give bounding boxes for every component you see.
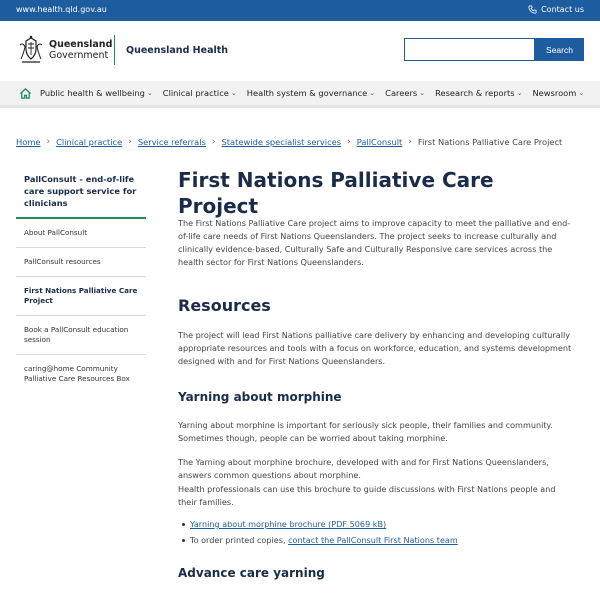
nav-label: Research & reports (435, 88, 515, 98)
chevron-down-icon: ⌄ (516, 89, 523, 97)
breadcrumb (16, 137, 562, 147)
order-copies-text: To order printed copies, (190, 535, 289, 545)
nav-item-health-system[interactable] (247, 88, 375, 98)
breadcrumb-home[interactable]: Home (16, 137, 41, 147)
gov-line2: Government (49, 50, 109, 61)
yarning-paragraph-1: Yarning about morphine is important for seriously sick people, their families and community. Sometimes though, people can be worried about taking morphine. (178, 420, 553, 443)
sidebar-item-about[interactable]: About PallConsult (16, 219, 146, 248)
list-item (178, 518, 573, 531)
nav-item-clinical-practice[interactable] (163, 88, 237, 98)
page-title: First Nations Palliative Care Project (178, 168, 494, 218)
breadcrumb-separator-icon: › (408, 137, 412, 147)
breadcrumb-clinical-practice[interactable]: Clinical practice (56, 137, 123, 147)
nav-label: Careers (385, 88, 418, 98)
chevron-down-icon: ⌄ (146, 89, 153, 97)
top-bar (0, 0, 600, 21)
sidebar-item-resources[interactable]: PallConsult resources (16, 248, 146, 277)
contact-us-link[interactable] (528, 5, 584, 14)
sidebar-item-caring-at-home[interactable]: caring@home Community Palliative Care Resources Box (24, 364, 130, 383)
nav-item-research[interactable] (435, 88, 522, 98)
breadcrumb-separator-icon: › (128, 137, 132, 147)
sidebar-item-first-nations[interactable]: First Nations Palliative Care Project (16, 277, 146, 316)
morphine-brochure-link[interactable]: Yarning about morphine brochure (PDF 5069 kB) (190, 519, 387, 529)
breadcrumb-current: First Nations Palliative Care Project (417, 137, 563, 147)
breadcrumb-statewide-specialist[interactable]: Statewide specialist services (221, 137, 342, 147)
nav-label: Health system & governance (246, 88, 368, 98)
breadcrumb-separator-icon: › (46, 137, 51, 147)
intro-paragraph: The First Nations Palliative Care project aims to improve capacity to meet the palliative and end-of-life care needs of First Nations Queenslanders. The project seeks to increase culturally and clinically evidence-based, Culturally Safe and Culturally Responsive care services across the health sector for First Nations Queenslanders. (178, 218, 571, 267)
nav-item-newsroom[interactable] (532, 88, 584, 98)
contact-us-label: Contact us (541, 5, 584, 14)
list-item (178, 534, 573, 547)
queensland-health-brand[interactable]: Queensland Health (126, 45, 229, 56)
chevron-down-icon: ⌄ (578, 89, 585, 97)
nav-label: Public health & wellbeing (40, 88, 145, 98)
chevron-down-icon: ⌄ (230, 89, 237, 97)
yarning-paragraph-2: The Yarning about morphine brochure, developed with and for First Nations Queenslanders, answers common questions about morphine. (178, 457, 549, 480)
sidebar-nav (16, 167, 146, 393)
sidebar-item-education-session[interactable]: Book a PallConsult education session (16, 316, 146, 355)
breadcrumb-pallconsult[interactable]: PallConsult (356, 137, 403, 147)
nav-label: Clinical practice (162, 88, 229, 98)
resource-list (178, 518, 573, 547)
search-input[interactable] (404, 38, 535, 61)
site-header (0, 21, 600, 81)
queensland-crest-logo[interactable] (16, 35, 46, 65)
contact-first-nations-team-link[interactable]: contact the PallConsult First Nations team (288, 535, 458, 545)
breadcrumb-service-referrals[interactable]: Service referrals (137, 137, 206, 147)
chevron-down-icon: ⌄ (369, 89, 376, 97)
site-url-link[interactable]: www.health.qld.gov.au (16, 5, 107, 14)
chevron-down-icon: ⌄ (419, 89, 426, 97)
resources-heading: Resources (178, 296, 271, 315)
nav-item-public-health[interactable] (40, 88, 153, 98)
nav-item-careers[interactable] (385, 88, 425, 98)
header-divider (114, 35, 115, 65)
yarning-paragraph-3: Health professionals can use this brochure to guide discussions with First Nations people and their families. (178, 484, 556, 507)
breadcrumb-separator-icon: › (211, 137, 216, 147)
search-button[interactable]: Search (535, 38, 584, 61)
advance-care-heading: Advance care yarning (178, 566, 325, 580)
queensland-government-wordmark (49, 39, 112, 61)
sidebar-heading[interactable]: PallConsult - end-of-life care support service for clinicians (16, 167, 146, 219)
breadcrumb-separator-icon: › (347, 137, 351, 147)
yarning-heading: Yarning about morphine (178, 390, 342, 404)
home-icon[interactable] (19, 87, 32, 100)
phone-icon (528, 5, 537, 14)
main-nav (0, 81, 600, 108)
nav-label: Newsroom (532, 88, 577, 98)
resources-paragraph: The project will lead First Nations palliative care delivery by enhancing and developing culturally appropriate resources and tools with a focus on workforce, education, and systems development designed with and for First Nations Queenslanders. (178, 330, 572, 366)
gov-line1: Queensland (49, 39, 113, 50)
